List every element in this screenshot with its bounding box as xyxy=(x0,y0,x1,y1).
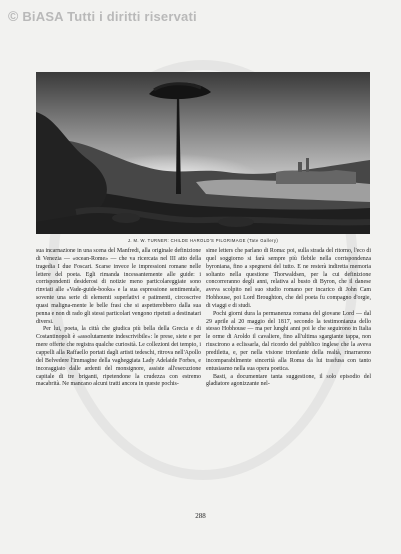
paragraph: Basti, a documentare tanta suggestione, il solo episodio del gladiatore agonizzante nel- xyxy=(206,373,371,388)
turner-painting xyxy=(36,72,370,234)
watermark-text: BiASA Tutti i diritti riservati xyxy=(22,9,197,24)
paragraph: sime letters che parlano di Roma: poi, sulla strada del ritorno, l'eco di quel soggiorno si farà sempre più flebile nella corrispondenza byroniana, fino a spegnersi del tutto. E ne resterà indiretta memoria soltanto nella questione Thorwaldsen, per la cui definizione concorreranno degli anni, relativa al busto di Byron, che il danese aveva scolpito nel suo studio romano per incarico di John Cam Hobhouse, poi Lord Broughton, che del poeta fu compagno d'orgie, di viaggi e di studi. xyxy=(206,248,371,309)
paragraph: Per lui, poeta, la città che giudica più bella della Grecia e di Costantinopoli è «assolutamente indescrivibile»: le prese, siete e per mere offerte che registra qualche curiosità. Le collezioni dei tempio, i cappelli alla Raffaello portati dagli artisti tedeschi, ritrova nell'Apollo del Belvedere l'immagine della vagheggiata Lady Adelaide Forbes, e incoraggiato dalle ardenti del monsignore, assiste all'esecuzione capitale di tre briganti, ripetendone la crudezza con estremo macabrità. Ne mancano alcuni tratti ancora in queste pochis- xyxy=(36,326,201,388)
figure-caption: J. M. W. TURNER: CHILDE HAROLD'S PILGRIMAGE (Tate Gallery) xyxy=(127,238,279,243)
right-column xyxy=(206,248,371,389)
copyright-symbol: © xyxy=(8,8,19,24)
paragraph: sua incarnazione in una scena del Manfredi, alla originale definizione di Venezia — «ocean-Rome» — che va ricercata nel III atto della tragedia I due Foscari. Scarse invece le impressioni romane nelle lettere del poeta. Egli rimanda incessantemente alle guide: i corrispondenti desiderosi di notizie meno particolareggiate sono rinviati alle «Vade-guide-books» e la sua espressione sentimentale, sovente una serie di elementi superlativi e patimenti, circoscrive quasi maligna-mente le belle frasi che si aspetterebbero dalla sua penna e non di rado gli stessi particolari vengono ripetuti a destinatari diversi. xyxy=(36,248,201,325)
left-column xyxy=(36,248,201,389)
paragraph: Pochi giorni dura la permanenza romana del giovane Lord — dal 29 aprile al 20 maggio del 1817, secondo la testimonianza dello stesso Hobhouse — ma per lunghi anni poi le che seguirono in Italia le orme di Aroldo il cavaliere, fino all'ultima sgargiante tappa, non riuscirono a eclissarla, dal ricordo del pubblico inglese che la aveva prediletta, e, per nella visione trionfante della realtà, rinarrarono incomparabilmente sincerità alla Roma da lui trasfusa con tanto entusiasmo nella sua opera poetica. xyxy=(206,310,371,372)
watermark xyxy=(8,8,197,24)
page-number: 288 xyxy=(195,512,206,520)
